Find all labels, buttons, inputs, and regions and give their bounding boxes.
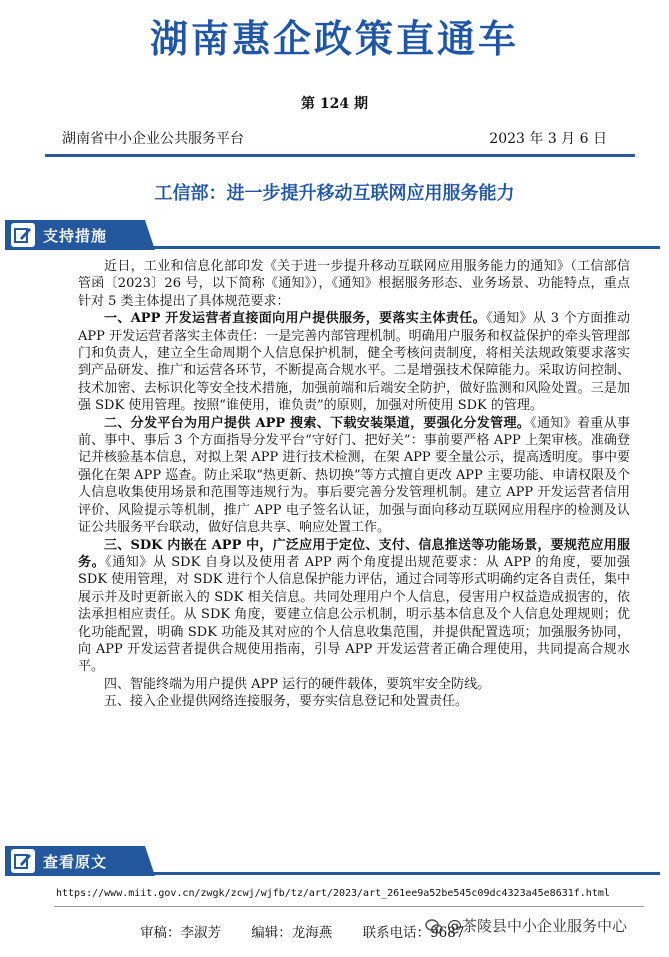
section-header-original	[5, 846, 660, 876]
paragraph-heading: 二、分发平台为用户提供 APP 搜索、下载安装渠道，要强化分发管理。	[104, 415, 531, 431]
edit-icon	[11, 849, 35, 873]
section-header-support	[5, 220, 660, 250]
article-title: 工信部：进一步提升移动互联网应用服务能力	[154, 183, 515, 204]
footer-credits	[140, 921, 465, 941]
paragraph-distribution-platforms	[78, 415, 630, 537]
paragraph-text: 《通知》从 3 个方面推动 APP 开发运营者落实主体责任：一是完善内部管理机制。明确用户服务和权益保护的牵头管理部门和负责人，建立全生命周期个人信息保护机制，健全考核问责制度，将相关法规政策要求落实到产品研发、推广和运营各环节，不断提高合规水平。二是增强技术保障能力。采取访问控制、技术加密、去标识化等安全技术措施，加强前端和后端安全防护，做好监测和风险处置。三是加强 SDK 使用管理。按照“谁使用，谁负责”的原则，加强对所使用 SDK 的管理。	[78, 311, 630, 414]
issue-number: 第 124 期	[301, 96, 368, 112]
header-divider	[45, 154, 635, 157]
paragraph-text: 《通知》从 SDK 自身以及使用者 APP 两个角度提出规范要求：从 APP 的角度，要加强 SDK 使用管理，对 SDK 进行个人信息保护能力评估，通过合同等形式明确约定各自责任，集中展示并及时更新嵌入的 SDK 相关信息。共同处理用户个人信息，侵害用户权益造成损害的，依法承担相应责任。从 SDK 角度，要建立信息公示机制，明示基本信息及个人信息处理规则；优化功能配置，明确 SDK 功能及其对应的个人信息收集范围，并提供配置选项；加强服务协同，向 APP 开发运营者提供合规使用指南，引导 APP 开发运营者正确合理使用，共同提高合规水平。	[78, 554, 630, 675]
edit-icon	[11, 223, 35, 247]
publish-date: 2023 年 3 月 6 日	[489, 131, 607, 147]
watermark-text: @茶陵县中小企业服务中心	[447, 917, 628, 935]
paragraph-app-developers	[78, 310, 630, 414]
paragraph-heading: 三、SDK 内嵌在 APP 中，广泛应用于定位、支付、信息推送等功能场景，要规范应用服务。	[78, 537, 630, 570]
source-url-link[interactable]: https://www.miit.gov.cn/zwgk/zcwj/wjfb/tz/art/2023/art_261ee9a52be545c09dc4323a45e8631f.html	[56, 888, 610, 899]
paragraph-smart-terminals: 四、智能终端为用户提供 APP 运行的硬件载体，要筑牢安全防线。	[104, 676, 491, 692]
reviewer-credit: 审稿：李淑芳	[140, 925, 221, 941]
watermark	[425, 915, 665, 943]
publisher-name: 湖南省中小企业公共服务平台	[62, 131, 244, 147]
paragraph-access-enterprises: 五、接入企业提供网络连接服务，要夯实信息登记和处置责任。	[104, 694, 469, 710]
paragraph-intro: 近日，工业和信息化部印发《关于进一步提升移动互联网应用服务能力的通知》（工信部信管函〔2023〕26 号，以下简称《通知》），《通知》根据服务形态、业务场景、功能特点，重点针对 5 类主体提出了具体规范要求：	[78, 259, 630, 309]
meta-row	[62, 128, 607, 152]
section-underline	[145, 246, 660, 249]
section-label: 支持措施	[43, 227, 108, 245]
masthead-title: 湖南惠企政策直通车	[149, 17, 519, 61]
section-label: 查看原文	[43, 853, 108, 871]
url-divider	[54, 906, 644, 907]
article-body	[78, 258, 630, 711]
paragraph-heading: 一、APP 开发运营者直接面向用户提供服务，要落实主体责任。	[104, 311, 486, 327]
wechat-bubble-icon	[425, 918, 443, 936]
section-underline	[145, 872, 660, 875]
contact-phone: 联系电话：9687	[362, 925, 465, 941]
paragraph-text: 《通知》着重从事前、事中、事后 3 个方面指导分发平台“守好门、把好关”：事前要严格 APP 上架审核。准确登记并核验基本信息，对拟上架 APP 进行技术检测，在架 APP 要全量公示，提高透明度。事中要强化在架 APP 巡查。防止采取“热更新、热切换”等方式擅自更改 APP 主要功能、申请权限及个人信息收集使用场景和范围等违规行为。事后要完善分发管理机制。建立 APP 开发运营者信用评价、风险提示等机制，推广 APP 电子签名认证，加强与面向移动互联网应用程序的检测及认证公共服务平台联动，做好信息共享、响应处置工作。	[78, 415, 630, 536]
editor-credit: 编辑：龙海燕	[251, 925, 333, 941]
paragraph-sdk	[78, 537, 630, 676]
